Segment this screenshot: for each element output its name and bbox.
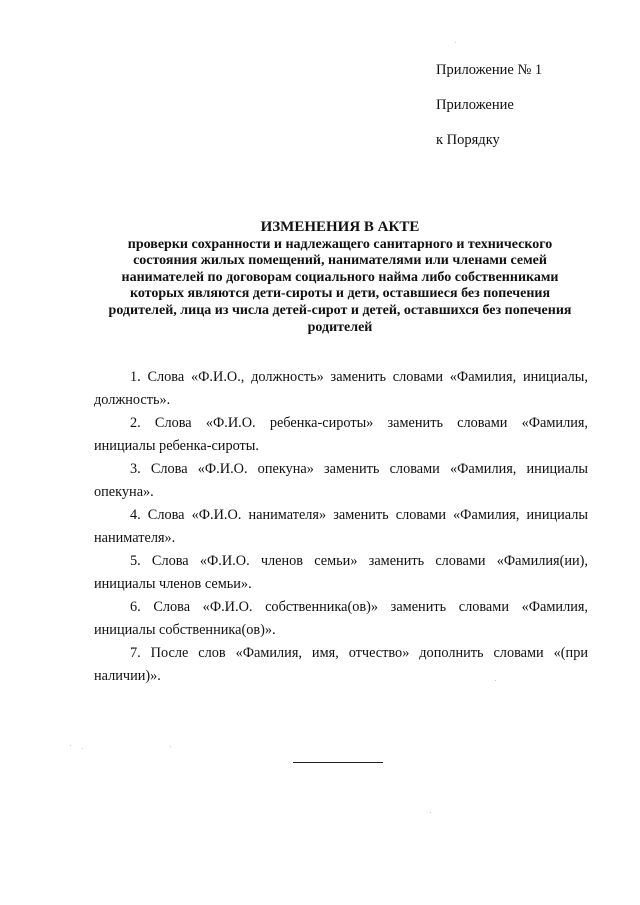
closing-rule: [293, 762, 383, 763]
scan-speck: [430, 812, 431, 813]
scan-speck: [170, 746, 171, 747]
amendment-item: 4. Слова «Ф.И.О. нанимателя» заменить словами «Фамилия, инициалы нанимателя».: [94, 507, 588, 546]
title-subtitle-line: состояния жилых помещений, нанимателями или членами семей: [133, 253, 547, 269]
appendix-reference: к Порядку: [436, 132, 500, 148]
title-subtitle-line: проверки сохранности и надлежащего санитарного и технического: [127, 236, 553, 252]
appendix-number: Приложение № 1: [436, 62, 543, 78]
scan-speck: [455, 42, 456, 43]
amendment-item: 1. Слова «Ф.И.О., должность» заменить словами «Фамилия, инициалы, должность».: [94, 369, 588, 408]
title-subtitle-line: родителей: [307, 319, 373, 335]
title-main: ИЗМЕНЕНИЯ В АКТЕ: [260, 219, 420, 235]
amendment-item: 7. После слов «Фамилия, имя, отчество» дополнить словами «(при наличии)».: [94, 645, 588, 684]
scan-speck: [82, 748, 83, 749]
document-title: [90, 219, 590, 336]
scan-speck: [495, 680, 496, 681]
scan-speck: [70, 745, 71, 746]
amendment-item: 3. Слова «Ф.И.О. опекуна» заменить словами «Фамилия, инициалы опекуна».: [94, 461, 588, 500]
amendment-item: 2. Слова «Ф.И.О. ребенка-сироты» заменить словами «Фамилия, инициалы ребенка-сироты.: [94, 415, 588, 454]
title-subtitle-line: родителей, лица из числа детей-сирот и детей, оставшихся без попечения: [108, 302, 572, 318]
appendix-label: Приложение: [436, 97, 514, 113]
amendment-item: 6. Слова «Ф.И.О. собственника(ов)» заменить словами «Фамилия, инициалы собственника(ов)».: [94, 599, 588, 638]
amendment-list: [94, 366, 588, 688]
title-subtitle-line: которых являются дети-сироты и дети, оставшиеся без попечения: [129, 286, 551, 302]
title-subtitle-line: нанимателей по договорам социального найма либо собственниками: [121, 269, 559, 285]
amendment-item: 5. Слова «Ф.И.О. членов семьи» заменить словами «Фамилия(ии), инициалы членов семьи».: [94, 553, 588, 592]
